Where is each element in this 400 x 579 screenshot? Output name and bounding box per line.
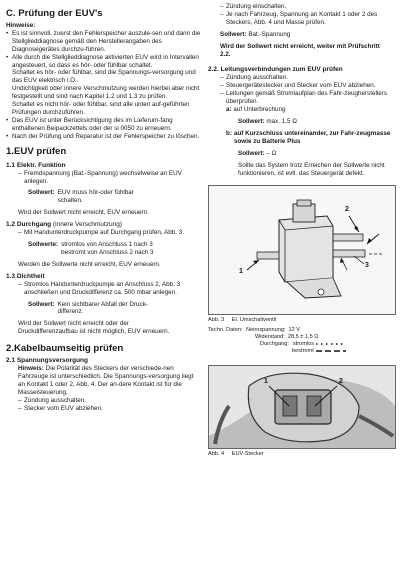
check-a-text: auf Unterbrechung [233,106,286,114]
s21-hinweis-label: Hinweis: [18,365,44,373]
figure-4-caption [208,451,396,458]
tech-data [208,327,396,355]
hinweis-item: • Das EUV ist unter Berücksichtigung des im Lieferum-fang enthaltenen Beipackzettels oder der si 0050 zu erneuern. [6,117,201,133]
stromlos-dotted-line-icon [314,341,348,347]
sollwert-text: max. 1,5 Ω [266,117,297,125]
left-column [6,6,201,413]
tech-key: Widerstand: [255,334,285,341]
durchgang-label: Durchgang: [260,341,289,348]
s21-hinweis-text: Die Polarität des Steckers der verschiede-nen Fahrzeuge ist unterschiedlich. Die Spannungs-versorgung liegt an Kontakt 1 oder 2, Abb. 4. Der an-dere Kontakt ist für die Masseisteuerung. [18,365,194,396]
section2-title: 2.Kabelbaumseitig prüfen [6,343,124,355]
tech-key: Nennspannung: [246,327,286,334]
not-reached-text: Wird der Sollwert nicht erreicht, weiter mit Prüfschritt 2.2. [220,42,380,58]
hinweis-item: • Nach der Prüfung und Reparatur ist der Fehlerspeicher zu löschen. [6,133,201,141]
step-item: – Je nach Fahrzeug, Spannung an Kontakt 1 oder 2 des Steckers, Abb. 4 und Masse prüfen. [220,11,396,27]
port-label-1: 1 [239,268,243,276]
hinweis-item: • Alle durch die Stellglieddiagnose aktivierten EUV wird in Intervallen angesteuert, so dass es hör- oder fühlbar schaltet. [6,54,201,70]
pin-label-1: 1 [264,378,268,386]
port-label-3: 3 [365,262,369,270]
check-b-text: auf Kurzschluss untereinander, zur Fahr-zeugmasse sowie zu Batterie Plus [233,129,391,145]
stromlos-label: stromlos [292,341,315,348]
hinweise-list [6,30,201,141]
s21-title: 2.1 Spannungsversorgung [6,357,88,365]
tech-value: 12 V [288,327,301,334]
hinweise-title: Hinweise: [6,22,36,29]
sollwert-label: Sollwert: [28,300,55,308]
sollwert-text: Kein sichtbarer Abfall der Druck-differenz. [57,300,148,316]
figure-4-text: EUV-Stecker [231,451,264,458]
s22-item: – Leitungen gemäß Stromlaufplan des Fahr-zeugherstellers überprüfen. [220,90,396,106]
s22-item: – Zündung ausschalten. [220,74,396,82]
sollwert-b [238,150,396,158]
s12-title-suffix: (innere Verschmutzung) [52,221,122,229]
figure-4-connector [208,365,396,449]
figure-3-number: Abb. 3 [208,317,225,324]
hinweis-item: • Es ist sinnvoll, zuerst den Fehlerspeicher auszule-sen und dann die Stellglieddiagnose gemäß den Herstellerangaben des Diagnosegerätes durchzu-führen. [6,30,201,54]
sollwerte-label: Sollwerte: [28,241,59,249]
bestromt-label: bestromt [292,348,314,355]
section1-title: 1.EUV prüfen [6,145,67,157]
sollwert-label: Sollwert: [220,30,247,38]
s22-item: – Steuergerätestecker und Stecker vom EUV abziehen. [220,82,396,90]
final-note: Sollte das System trotz Erreichen der Sollwerte nicht funktionieren, ist evtl. das Steuergerät defekt. [238,161,385,177]
check-b [220,130,396,146]
hinweis-item: Schaltet es nicht hör- oder fühlbar, sind alle unten auf-geführten Prüfungen durchzuführen. [12,101,190,116]
connector-photo-icon [209,366,395,448]
s12-not: Werden die Sollwerte nicht erreicht, EUV erneuern. [18,260,161,268]
s13-title: 1.3 Dichtheit [6,272,45,280]
step-item: – Zündung einschalten. [220,3,396,11]
s12-item: – Mit Handunterdruckpumpe auf Durchgang prüfen, Abb. 3. [18,229,201,237]
chapter-title: C. Prüfung der EUV's [6,8,103,19]
s22-title: 2.2. Leitungsverbindungen zum EUV prüfen [208,66,343,74]
tech-title: Techn. Daten: [208,327,243,334]
s21-hinweis [18,365,201,397]
s12-sollwerte [28,241,201,257]
hinweis-item: Undichtigkeit oder innere Verschmutzung werden hierbei aber nicht festgestellt und sind nach Kapitel 1.2 und 1.3 zu prüfen. [12,85,200,101]
check-a [220,106,396,114]
s13-item: – Stromlos Handunterdruckpumpe an Anschluss 2, Abb. 3 anschließen und Druckdifferenz ca. 500 mbar anlegen. [18,281,184,297]
sollwerte-line-1: stromlos von Anschluss 1 nach 3 [61,241,153,249]
figure-3-text: El. Umschaltventil [231,317,277,324]
s21-item: – Stecker vom EUV abziehen. [18,405,201,413]
s21-item: – Zündung ausschalten. [18,397,201,405]
sollwert-a [238,118,396,126]
sollwert-text: EUV muss hör-oder fühlbar schalten. [57,189,134,205]
s11-item: – Fremdspannung (Bat.-Spannung) wechselweise an EUV anlegen. [18,170,201,186]
figure-3-caption [208,317,396,324]
right-column [208,3,396,458]
figure-3-valve [208,185,396,315]
s11-sollwert [28,189,201,205]
sollwert-label: Sollwert: [238,149,265,157]
sollwerte-line-2: bestromt von Anschluss 2 nach 3 [61,248,154,256]
port-label-2: 2 [345,206,349,214]
s13-not: Wird der Sollwert nicht erreicht oder der Druckdifferenzaufbau ist nicht möglich, EUV erneuern. [18,320,170,336]
s13-sollwert [28,301,201,317]
sollwert-label: Sollwert: [28,189,55,197]
hinweis-item: Schaltet es hör- oder fühlbar, sind die Spannungs-versorgung und das EUV elektrisch i.O.. [12,69,196,85]
check-a-label: a: [226,106,232,114]
sollwert-text: Bat.-Spannung [248,30,291,38]
s12-title: 1.2 Durchgang [6,221,52,229]
sollwert-row [220,31,396,39]
valve-drawing-icon [209,186,395,314]
s11-title: 1.1 Elektr. Funktion [6,161,66,169]
s11-not: Wird der Sollwert nicht erreicht, EUV erneuern. [18,209,149,217]
sollwert-label: Sollwert: [238,117,265,125]
pin-label-2: 2 [339,378,343,386]
tech-value: 28,5 ± 1,5 Ω [287,334,319,341]
sollwert-text: – Ω [266,149,277,157]
figure-4-number: Abb. 4 [208,451,225,458]
bestromt-dashed-line-icon [314,348,348,354]
s12-title-row [6,221,201,229]
check-b-label: b: [226,129,232,137]
